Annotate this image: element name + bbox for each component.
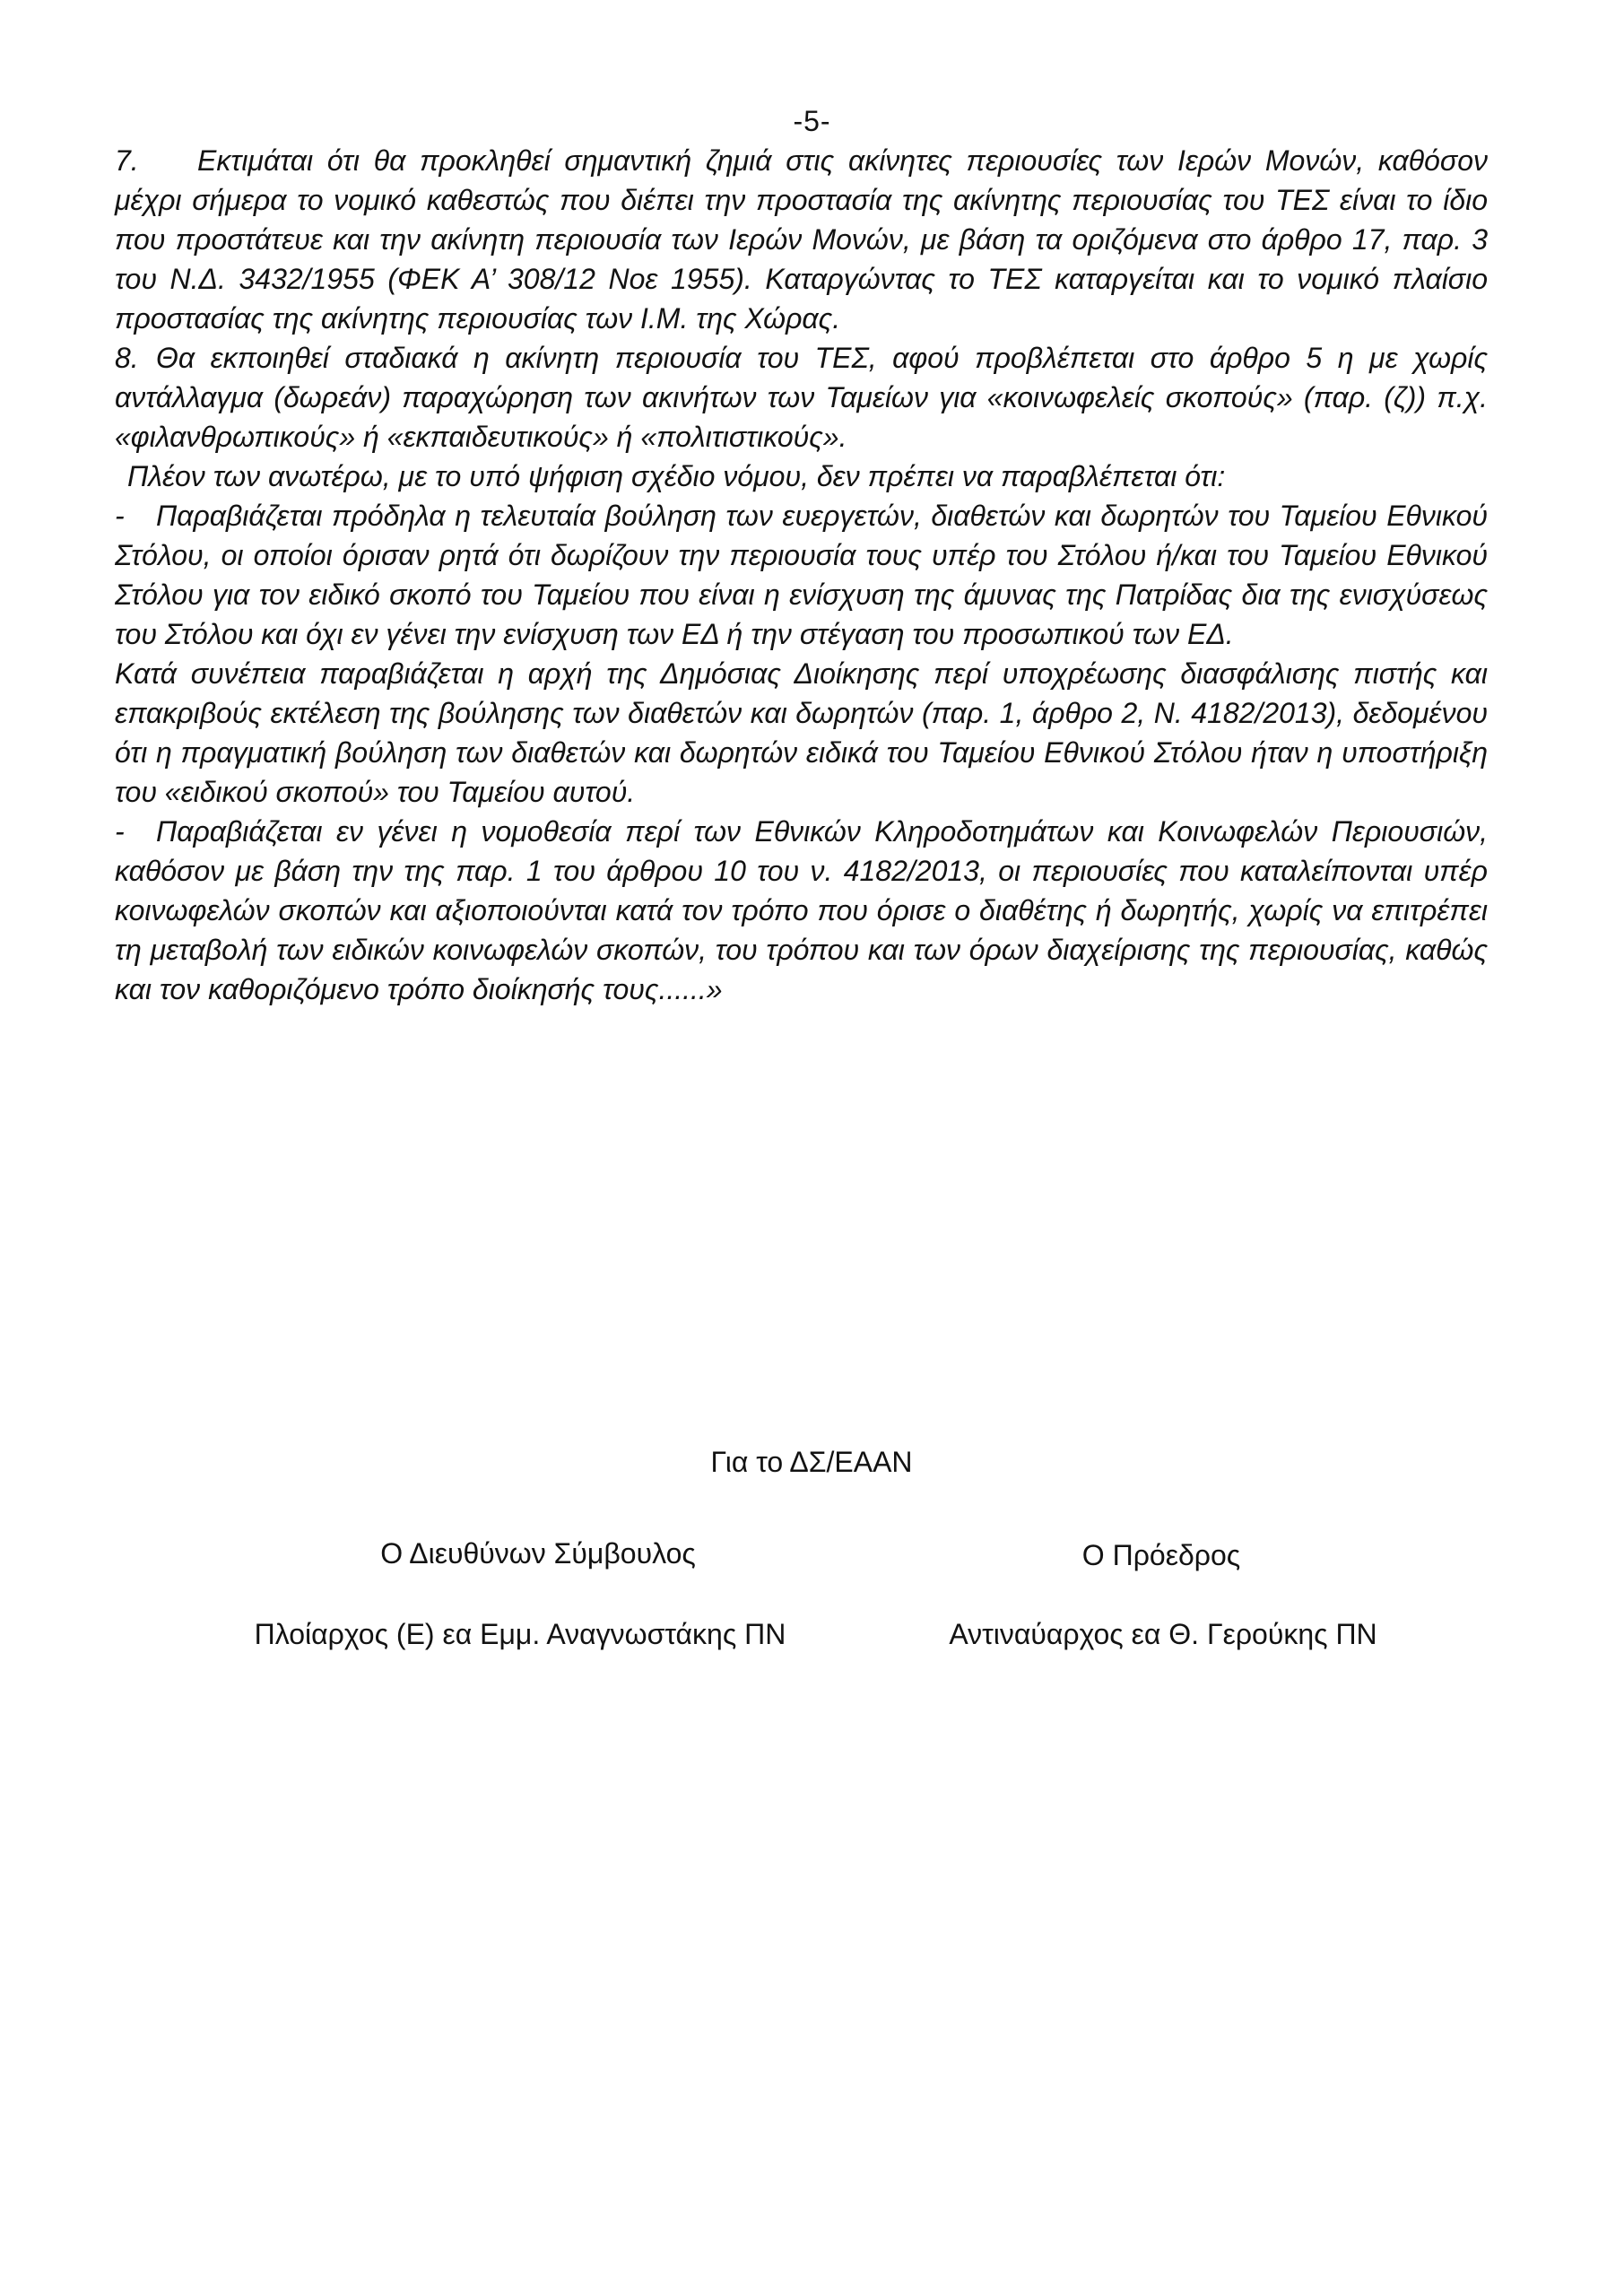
signature-left-title: Ο Διευθύνων Σύμβουλος: [380, 1537, 696, 1570]
signature-for-line: Για το ΔΣ/ΕΑΑΝ: [710, 1446, 913, 1478]
bullet-2-dash: -: [115, 815, 125, 848]
page-number: -5-: [793, 105, 831, 137]
paragraph-intro: [115, 457, 1488, 496]
paragraph-7-number: 7.: [115, 144, 139, 177]
paragraph-8-number: 8.: [115, 342, 139, 374]
bullet-1-text: Παραβιάζεται πρόδηλα η τελευταία βούληση των ευεργετών, διαθετών και δωρητών του Ταμείου Εθνικού Στόλου, οι οποίοι όρισαν ρητά ότι δωρίζουν την περιουσία τους υπέρ του Στόλου ή/και του Ταμείου Εθνικού Στόλου για τον ειδικό σκοπό του Ταμείου που είναι η ενίσχυση της άμυνας της Πατρίδας δια της ενισχύσεως του Στόλου και όχι εν γένει την ενίσχυση των ΕΔ ή την στέγαση του προσωπικού των ΕΔ.: [115, 500, 1488, 650]
signature-right-name: Αντιναύαρχος εα Θ. Γερούκης ΠΝ: [949, 1618, 1377, 1650]
bullet-1-continuation-text: Κατά συνέπεια παραβιάζεται η αρχή της Δημόσιας Διοίκησης περί υποχρέωσης διασφάλισης πιστής και επακριβούς εκτέλεση της βούλησης των διαθετών και δωρητών (παρ. 1, άρθρο 2, Ν. 4182/2013), δεδομένου ότι η πραγματική βούληση των διαθετών και δωρητών ειδικά του Ταμείου Εθνικού Στόλου ήταν η υποστήριξη του «ειδικού σκοπού» του Ταμείου αυτού.: [115, 657, 1488, 808]
document-body: [115, 141, 1488, 1009]
bullet-2-text: Παραβιάζεται εν γένει η νομοθεσία περί των Εθνικών Κληροδοτημάτων και Κοινωφελών Περιουσιών, καθόσον με βάση την της παρ. 1 του άρθρου 10 του ν. 4182/2013, οι περιουσίες που καταλείπονται υπέρ κοινωφελών σκοπών και αξιοποιούνται κατά τον τρόπο που όρισε ο διαθέτης ή δωρητής, χωρίς να επιτρέπει τη μεταβολή των ειδικών κοινωφελών σκοπών, του τρόπου και των όρων διαχείρισης της περιουσίας, καθώς και τον καθοριζόμενο τρόπο διοίκησής τους......»: [115, 815, 1488, 1005]
bullet-1-dash: -: [115, 500, 125, 532]
paragraph-7-text: Εκτιμάται ότι θα προκληθεί σημαντική ζημιά στις ακίνητες περιουσίες των Ιερών Μονών, καθόσον μέχρι σήμερα το νομικό καθεστώς που διέπει την προστασία της ακίνητης περιουσίας του ΤΕΣ είναι το ίδιο που προστάτευε και την ακίνητη περιουσία των Ιερών Μονών, με βάση τα οριζόμενα στο άρθρο 17, παρ. 3 του Ν.Δ. 3432/1955 (ΦΕΚ Α’ 308/12 Νοε 1955). Καταργώντας το ΤΕΣ καταργείται και το νομικό πλαίσιο προστασίας της ακίνητης περιουσίας των Ι.Μ. της Χώρας.: [115, 144, 1488, 335]
bullet-1-continuation: [115, 654, 1488, 812]
paragraph-intro-text: Πλέον των ανωτέρω, με το υπό ψήφιση σχέδιο νόμου, δεν πρέπει να παραβλέπεται ότι:: [127, 460, 1226, 492]
bullet-2: [115, 812, 1488, 1009]
bullet-1: [115, 496, 1488, 654]
paragraph-8: [115, 338, 1488, 457]
signature-right-title: Ο Πρόεδρος: [1081, 1539, 1241, 1571]
paragraph-8-text: Θα εκποιηθεί σταδιακά η ακίνητη περιουσία του ΤΕΣ, αφού προβλέπεται στο άρθρο 5 η με χωρίς αντάλλαγμα (δωρεάν) παραχώρηση των ακινήτων των Ταμείων για «κοινωφελείς σκοπούς» (παρ. (ζ)) π.χ. «φιλανθρωπικούς» ή «εκπαιδευτικούς» ή «πολιτιστικούς».: [115, 342, 1488, 453]
paragraph-7: [115, 141, 1488, 338]
signature-left-name: Πλοίαρχος (Ε) εα Εμμ. Αναγνωστάκης ΠΝ: [254, 1618, 786, 1650]
